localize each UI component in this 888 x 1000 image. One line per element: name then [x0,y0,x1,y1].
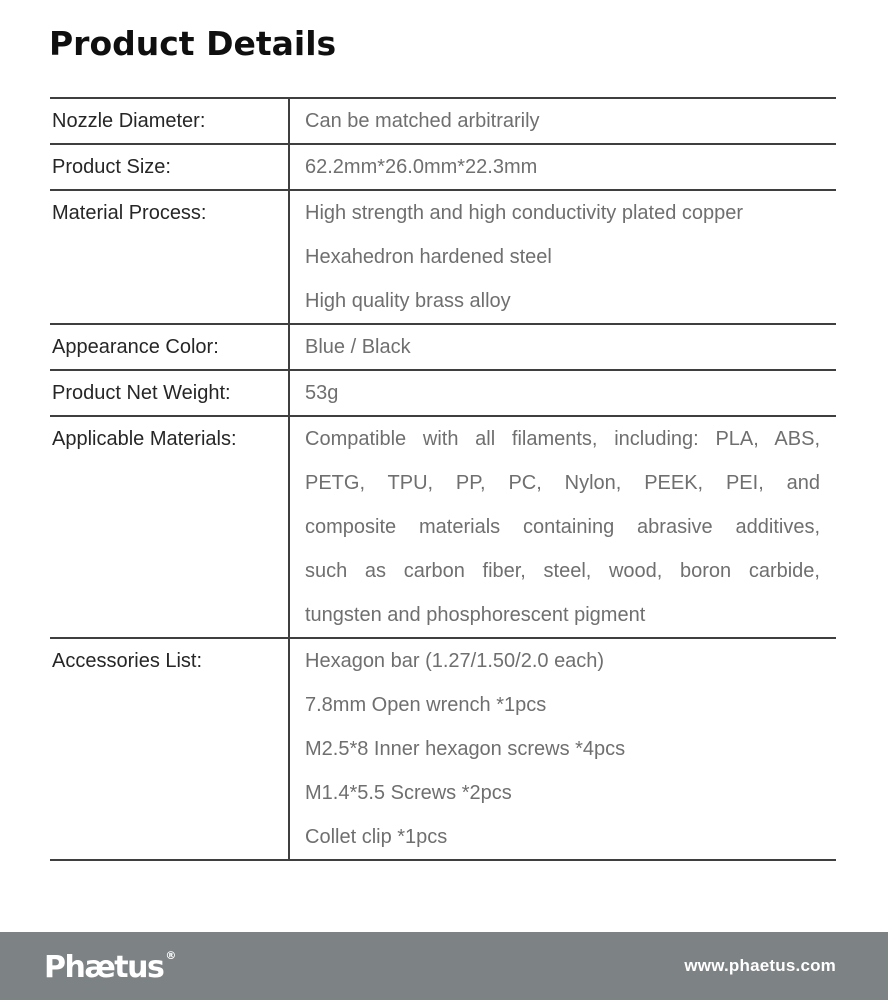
row-value [288,639,836,859]
row-label: Applicable Materials: [52,428,237,450]
row-value [288,325,836,369]
row-value-line: such as carbon fiber, steel, wood, boron carbide, [305,560,820,582]
row-value-line: composite materials containing abrasive additives, [305,516,820,538]
row-value-line: 62.2mm*26.0mm*22.3mm [305,156,538,178]
row-label: Accessories List: [52,650,203,672]
row-value-line: Hexahedron hardened steel [305,246,552,268]
page-title: Product Details [49,24,337,63]
row-value-line: 53g [305,382,339,404]
row-label: Material Process: [52,202,207,224]
footer-bar [0,932,888,1000]
table-row [50,97,836,143]
row-value-line: M1.4*5.5 Screws *2pcs [305,782,512,804]
table-row [50,323,836,369]
row-value-line: Blue / Black [305,336,411,358]
brand-logo [44,950,176,983]
spec-table-body [50,97,836,859]
row-value-line: 7.8mm Open wrench *1pcs [305,694,547,716]
row-value [288,145,836,189]
row-label: Product Net Weight: [52,382,231,404]
row-value [288,191,836,323]
row-label: Appearance Color: [52,336,219,358]
table-row [50,637,836,859]
row-value-line: High quality brass alloy [305,290,511,312]
row-value [288,417,836,637]
website-url: www.phaetus.com [684,956,836,975]
table-row [50,143,836,189]
brand-logo-text: Phætus [44,949,164,985]
registered-trademark-icon: ® [165,948,177,962]
spec-table [50,97,836,861]
row-value-line: Can be matched arbitrarily [305,110,540,132]
row-value-line: M2.5*8 Inner hexagon screws *4pcs [305,738,626,760]
table-row [50,369,836,415]
row-value-line: Compatible with all filaments, including: PLA, ABS, [305,428,820,450]
row-value-line: PETG, TPU, PP, PC, Nylon, PEEK, PEI, and [305,472,820,494]
table-row [50,189,836,323]
row-value [288,99,836,143]
row-value-line: tungsten and phosphorescent pigment [305,604,646,626]
row-value-line: High strength and high conductivity plated copper [305,202,744,224]
row-value [288,371,836,415]
row-label: Nozzle Diameter: [52,110,206,132]
row-value-line: Hexagon bar (1.27/1.50/2.0 each) [305,650,605,672]
table-row [50,415,836,637]
row-value-line: Collet clip *1pcs [305,826,448,848]
row-label: Product Size: [52,156,171,178]
